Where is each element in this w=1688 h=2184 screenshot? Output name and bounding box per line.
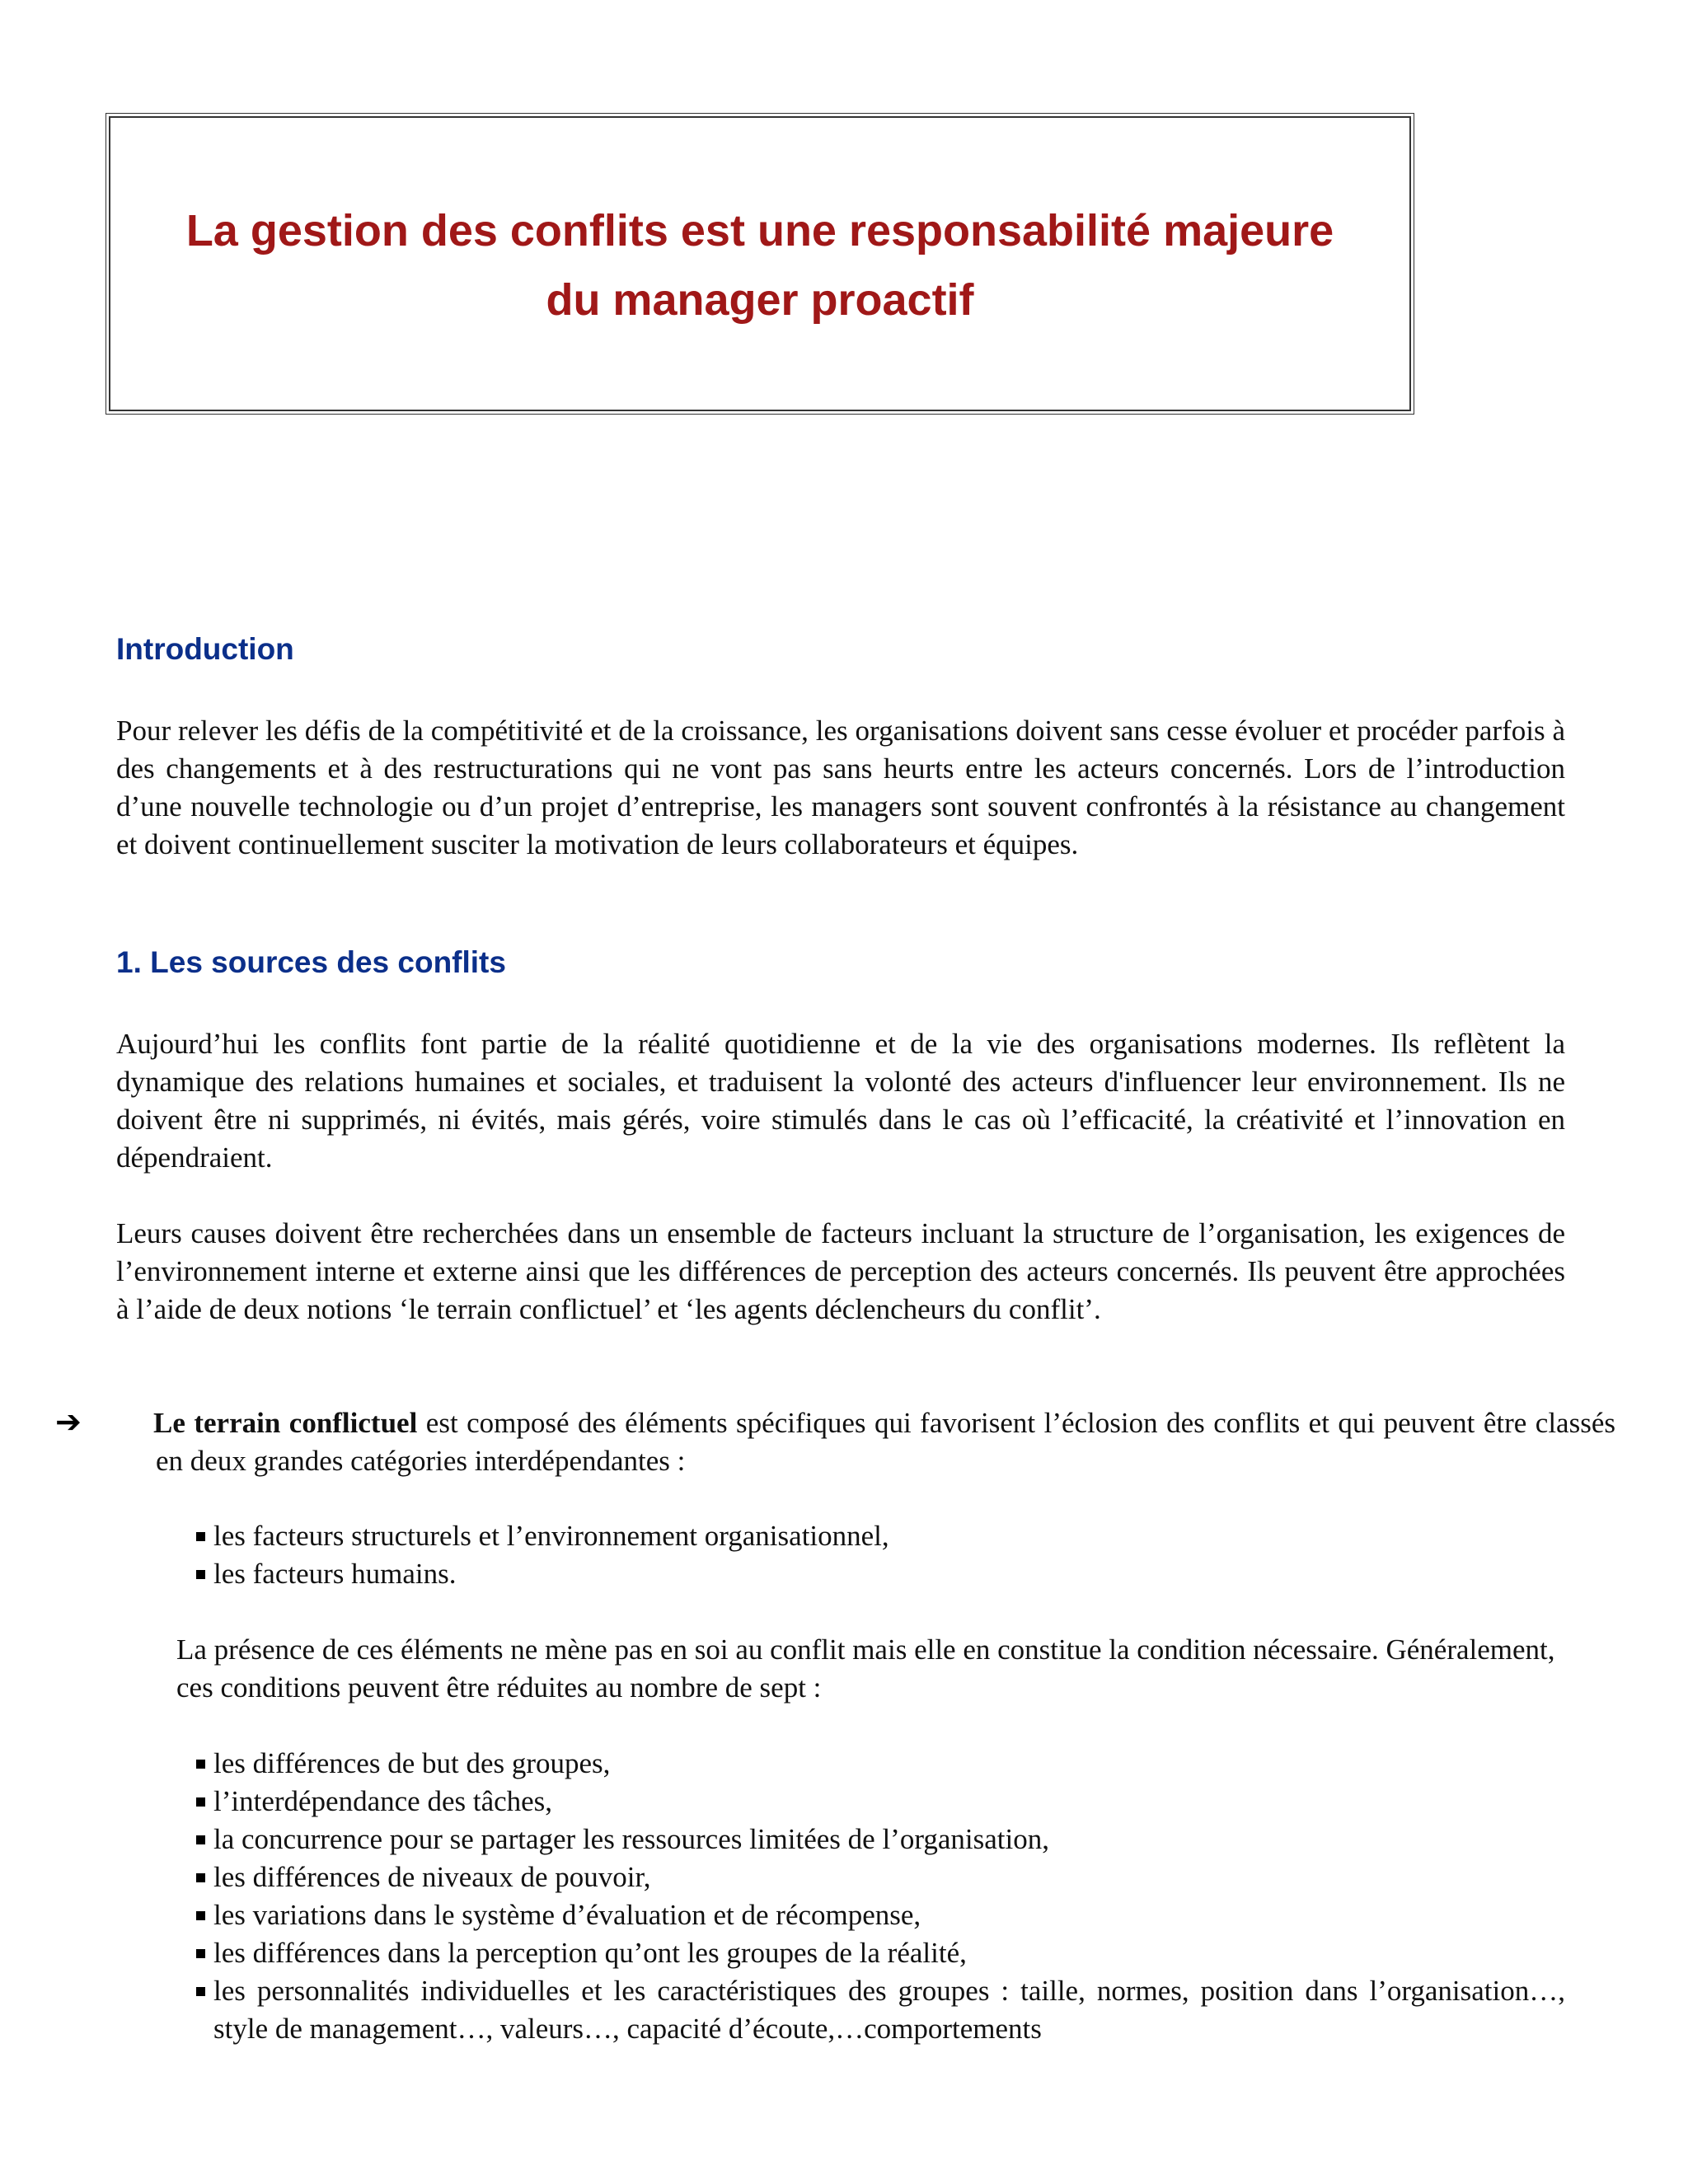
- list-item: les facteurs humains.: [194, 1555, 1565, 1593]
- list-item: les différences de niveaux de pouvoir,: [194, 1858, 1565, 1896]
- list-item: l’interdépendance des tâches,: [194, 1783, 1565, 1821]
- terrain-text: est composé des éléments spécifiques qui favorisent l’éclosion des conflits et qui peuvent être classés en deux grandes catégories interdépendantes :: [156, 1407, 1615, 1477]
- terrain-conflictuel-paragraph: [55, 1404, 1615, 1480]
- list-item: les facteurs structurels et l’environnement organisationnel,: [194, 1517, 1565, 1555]
- presence-paragraph: La présence de ces éléments ne mène pas en soi au conflit mais elle en constitue la condition nécessaire. Généralement, ces conditions peuvent être réduites au nombre de sept :: [176, 1633, 1555, 1704]
- terrain-bold-term: Le terrain conflictuel: [153, 1407, 418, 1439]
- list-item: les différences dans la perception qu’ont les groupes de la réalité,: [194, 1934, 1565, 1972]
- list-item: les différences de but des groupes,: [194, 1745, 1565, 1783]
- conditions-list: [194, 1745, 1565, 2048]
- categories-list: [194, 1517, 1565, 1593]
- section-1-paragraph-2: Leurs causes doivent être recherchées dans un ensemble de facteurs incluant la structure de l’organisation, les exigences de l’environnement interne et externe ainsi que les différences de perception des acteurs concernés. Ils peuvent être approchées à l’aide de deux notions ‘le terrain conflictuel’ et ‘les agents déclencheurs du conflit’.: [116, 1217, 1565, 1325]
- list-item: la concurrence pour se partager les ressources limitées de l’organisation,: [194, 1821, 1565, 1858]
- section-1-heading: 1. Les sources des conflits: [116, 945, 506, 979]
- page-title: [110, 196, 1409, 335]
- list-item: les variations dans le système d’évaluation et de récompense,: [194, 1896, 1565, 1934]
- section-1-paragraph-1: Aujourd’hui les conflits font partie de la réalité quotidienne et de la vie des organisations modernes. Ils reflètent la dynamique des relations humaines et sociales, et traduisent la volonté des acteurs d'influencer leur environnement. Ils ne doivent être ni supprimés, ni évités, mais gérés, voire stimulés dans le cas où l’efficacité, la créativité et l’innovation en dépendraient.: [116, 1028, 1565, 1174]
- intro-paragraph: Pour relever les défis de la compétitivité et de la croissance, les organisations doivent sans cesse évoluer et procéder parfois à des changements et à des restructurations qui ne vont pas sans heurts entre les acteurs concernés. Lors de l’introduction d’une nouvelle technologie ou d’un projet d’entreprise, les managers sont souvent confrontés à la résistance au changement et doivent continuellement susciter la motivation de leurs collaborateurs et équipes.: [116, 715, 1565, 860]
- title-box: [109, 116, 1411, 411]
- intro-heading: Introduction: [116, 632, 294, 666]
- title-line-2: du manager proactif: [546, 275, 974, 325]
- title-line-1: La gestion des conflits est une responsabilité majeure: [185, 206, 1334, 255]
- arrow-right-icon: ➔: [55, 1405, 82, 1440]
- list-item: les personnalités individuelles et les caractéristiques des groupes : taille, normes, position dans l’organisation…, style de management…, valeurs…, capacité d’écoute,…comportements: [194, 1972, 1565, 2048]
